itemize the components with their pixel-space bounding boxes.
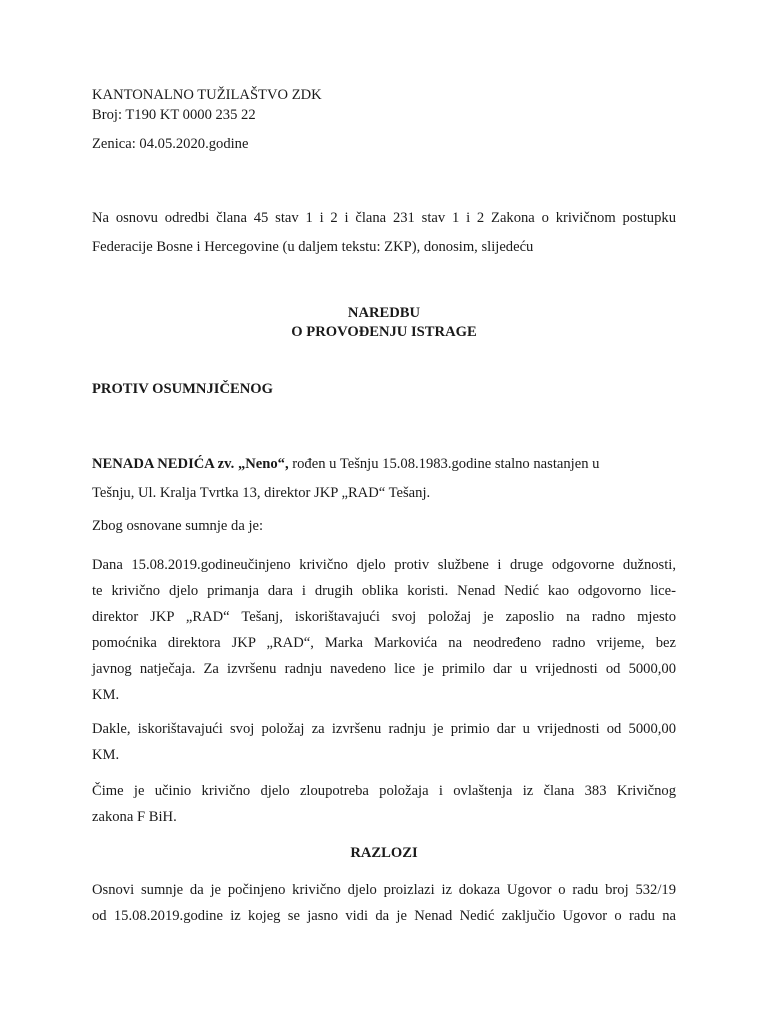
against-heading-text: PROTIV OSUMNJIČENOG: [92, 381, 273, 397]
reasons-line: Osnovi sumnje da je počinjeno krivično djelo proizlazi iz dokaza Ugovor o radu broj 532/19: [92, 882, 676, 898]
summary-paragraph: [92, 718, 676, 767]
charge-line: Dana 15.08.2019.godineučinjeno krivično djelo protiv službene i druge odgovorne dužnosti,: [92, 557, 676, 573]
intro-line: Federacije Bosne i Hercegovine (u daljem tekstu: ZKP), donosim, slijedeću: [92, 239, 534, 255]
place-date-text: Zenica: 04.05.2020.godine: [92, 136, 249, 152]
reasons-line: od 15.08.2019.godine iz kojeg se jasno vidi da je Nenad Nedić zaključio Ugovor o radu na: [92, 908, 676, 924]
suspect-line: Tešnju, Ul. Kralja Tvrtka 13, direktor JKP „RAD“ Tešanj.: [92, 485, 431, 501]
place-and-date: [92, 133, 676, 156]
offense-line: Čime je učinio krivično djelo zloupotreba položaja i ovlaštenja iz člana 383 Krivičnog: [92, 783, 676, 799]
summary-line: KM.: [92, 747, 120, 763]
document-title: [92, 304, 676, 342]
suspect-line: [92, 453, 676, 476]
charge-line: te krivično djelo primanja dara i drugih oblika koristi. Nenad Nedić kao odgovorno lice-: [92, 583, 676, 599]
suspicion-intro-text: Zbog osnovane sumnje da je:: [92, 518, 264, 534]
reasons-heading: [92, 842, 676, 865]
suspect-name: NENADA NEDIĆA zv. „Neno“,: [92, 456, 289, 472]
charge-paragraph: [92, 554, 676, 707]
prosecutor-office: KANTONALNO TUŽILAŠTVO ZDK: [92, 87, 322, 103]
suspicion-intro: [92, 515, 676, 538]
charge-line: pomoćnika direktora JKP „RAD“, Marka Markovića na neodređeno radno vrijeme, bez: [92, 635, 676, 651]
charge-line: direktor JKP „RAD“ Tešanj, iskorištavajući svoj položaj je zaposlio na radno mjesto: [92, 609, 676, 625]
suspect-details: rođen u Tešnju 15.08.1983.godine stalno nastanjen u: [288, 456, 600, 472]
intro-line: Na osnovu odredbi člana 45 stav 1 i 2 i člana 231 stav 1 i 2 Zakona o krivičnom postupku: [92, 210, 676, 226]
intro-paragraph: [92, 207, 676, 259]
against-heading: [92, 378, 676, 401]
document-header: [92, 84, 676, 127]
title-line: O PROVOĐENJU ISTRAGE: [291, 324, 477, 340]
reasons-heading-text: RAZLOZI: [350, 845, 418, 861]
summary-line: Dakle, iskorištavajući svoj položaj za izvršenu radnju je primio dar u vrijednosti od 5000,00: [92, 721, 676, 737]
charge-line: KM.: [92, 687, 120, 703]
charge-line: javnog natječaja. Za izvršenu radnju navedeno lice je primilo dar u vrijednosti od 5000,00: [92, 661, 676, 677]
case-number: Broj: T190 KT 0000 235 22: [92, 107, 256, 123]
title-line: NAREDBU: [347, 305, 421, 321]
offense-line: zakona F BiH.: [92, 809, 177, 825]
reasons-paragraph: [92, 879, 676, 928]
offense-paragraph: [92, 780, 676, 829]
suspect-paragraph: [92, 453, 676, 505]
